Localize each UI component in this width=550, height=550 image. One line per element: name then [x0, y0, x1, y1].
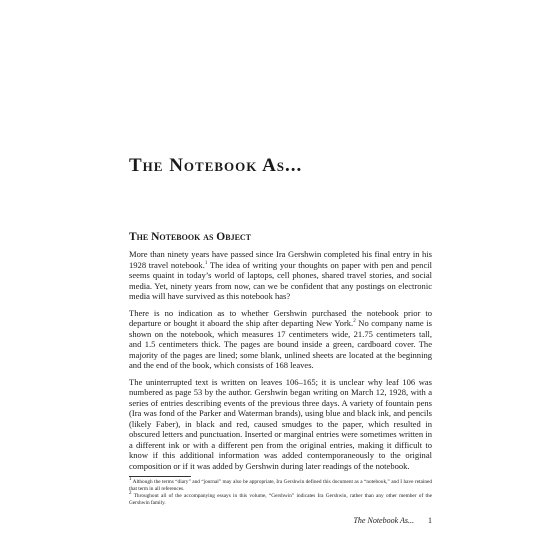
paragraph-text: The uninterrupted text is written on leaves 106–165; it is unclear why leaf 106 was numbered as page 53 by the author. Gershwin began writing on March 12, 1928, with a series of entries describing events of the previous three days. A variety of fountain pens (Ira was fond of the Parker and Waterman brands), using blue and black ink, and pencils (likely Faber), in black and red, caused smudges to the paper, which resulted in obscured letters and punctuation. Inserted or marginal entries were sometimes written in a different ink or with a different pen from the original entries, making it difficult to know if this additional information was added contemporaneously to the original composition or if it was added by Gershwin during later readings of the notebook.	[129, 376, 432, 471]
paragraph-1	[129, 249, 432, 302]
page-number: 1	[428, 516, 432, 525]
paragraph-text: More than ninety years have passed since Ira Gershwin completed his final entry in his 1928 travel notebook.	[129, 249, 432, 270]
footnotes	[129, 479, 432, 507]
paragraph-3	[129, 377, 432, 472]
section-title: The Notebook as Object	[129, 231, 252, 243]
footnote-1	[129, 479, 432, 492]
paragraph-text: The idea of writing your thoughts on paper with pen and pencil seems quaint in today’s world of laptops, cell phones, shared travel stories, and social media. Yet, ninety years from now, can we be confident that any postings on electronic media will have survived as this notebook has?	[129, 259, 432, 301]
footnote-divider	[129, 476, 191, 477]
paragraph-2	[129, 308, 432, 371]
footnote-mark: 1	[129, 477, 132, 483]
paragraph-text: There is no indication as to whether Gershwin purchased the notebook prior to departure or bought it aboard the ship after departing New York.	[129, 307, 432, 328]
footer-title: The Notebook As...	[353, 516, 414, 525]
footnote-mark: 2	[129, 491, 132, 497]
footnote-ref: 2	[353, 319, 356, 325]
footnote-text: Although the terms “diary” and “journal” may also be appropriate, Ira Gershwin defined this document as a “notebook,” and I have retained that term in all references.	[129, 479, 432, 492]
chapter-title: The Notebook As...	[129, 155, 303, 176]
running-footer	[129, 516, 432, 525]
footnote-ref: 1	[204, 260, 208, 266]
paragraph-text: No company name is shown on the notebook, which measures 17 centimeters wide, 21.75 centimeters tall, and 1.5 centimeters thick. The pages are bound inside a green, cardboard cover. The majority of the pages are lined; some blank, unlined sheets are located at the beginning and the end of the book, which consists of 168 leaves.	[129, 318, 432, 370]
body-text	[129, 249, 432, 477]
footnote-2	[129, 493, 432, 506]
footnote-text: Throughout all of the accompanying essays in this volume, “Gershwin” indicates Ira Gershwin, rather than any other member of the Gershwin family.	[129, 493, 432, 506]
